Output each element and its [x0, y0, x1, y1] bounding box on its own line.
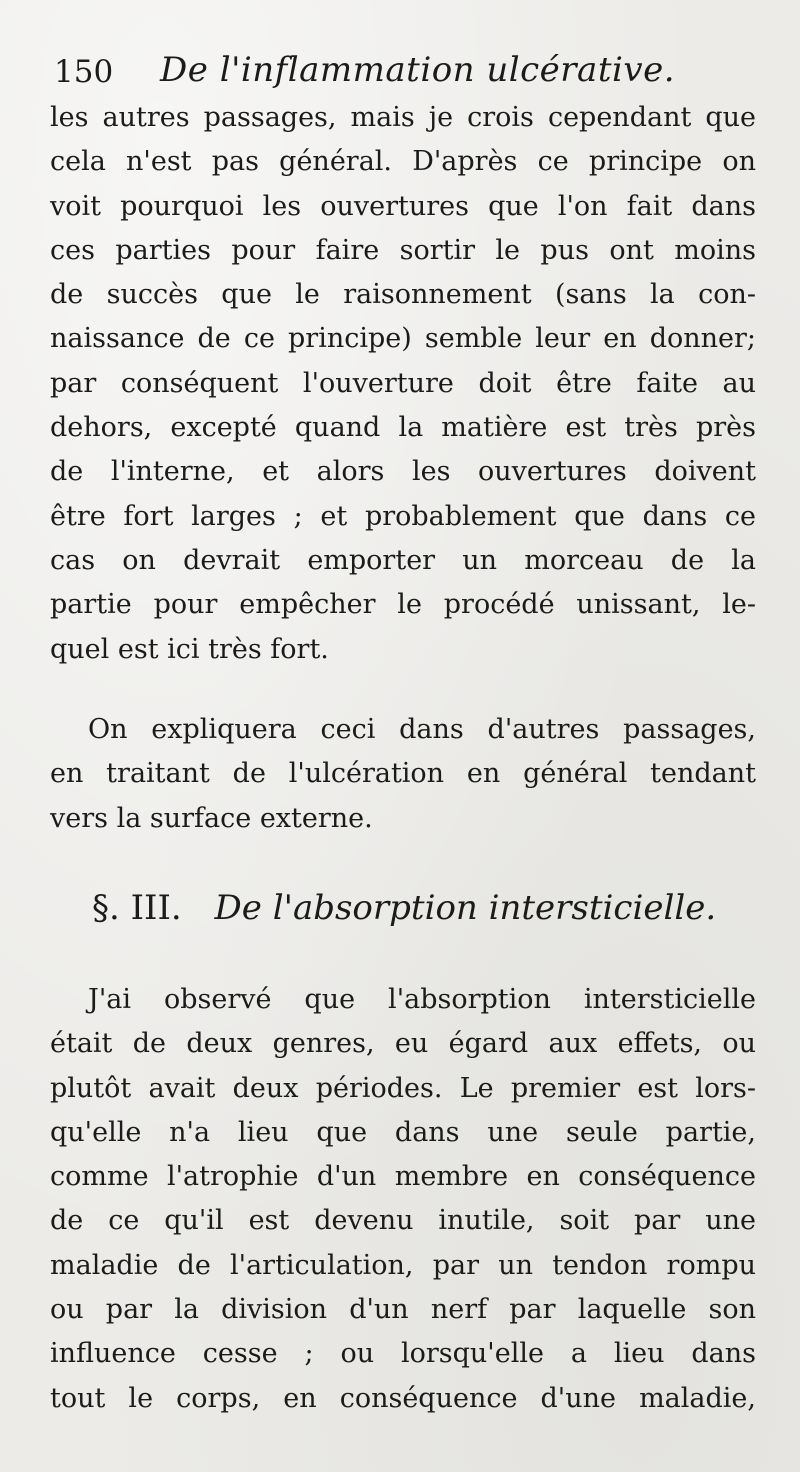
paragraph-absorption [50, 978, 756, 1421]
text-line: de l'interne, et alors les ouvertures doivent [50, 456, 756, 488]
text-line: ou par la division d'un nerf par laquelle son [50, 1294, 756, 1326]
page-number: 150 [54, 54, 114, 90]
text-line: voit pourquoi les ouvertures que l'on fait dans [50, 190, 756, 222]
text-line: de ce qu'il est devenu inutile, soit par une [50, 1205, 756, 1237]
running-title: De l'inflammation ulcérative. [160, 50, 676, 90]
text-line: cas on devrait emporter un morceau de la [50, 544, 756, 576]
text-line: naissance de ce principe) semble leur en donner; [50, 323, 756, 355]
paragraph-continued [50, 96, 756, 672]
text-line: par conséquent l'ouverture doit être faite au [50, 367, 756, 399]
text-line: en traitant de l'ulcération en général tendant [50, 758, 756, 790]
text-line: On expliquera ceci dans d'autres passages, [88, 714, 756, 745]
text-line: qu'elle n'a lieu que dans une seule partie, [50, 1116, 756, 1148]
text-line: quel est ici très fort. [50, 633, 329, 665]
text-line: être fort larges ; et probablement que dans ce [50, 500, 756, 532]
text-line: ces parties pour faire sortir le pus ont moins [50, 234, 756, 266]
text-line: partie pour empêcher le procédé unissant, le- [50, 589, 756, 621]
text-line: vers la surface externe. [50, 802, 373, 834]
text-line: J'ai observé que l'absorption intersticielle [88, 984, 756, 1015]
section-number: §. III. [92, 888, 182, 928]
text-line: était de deux genres, eu égard aux effets, ou [50, 1028, 756, 1060]
text-line: cela n'est pas général. D'après ce principe on [50, 146, 756, 178]
text-line: influence cesse ; ou lorsqu'elle a lieu dans [50, 1338, 756, 1370]
section-heading [92, 884, 732, 932]
text-line: maladie de l'articulation, par un tendon rompu [50, 1249, 756, 1281]
text-line: dehors, excepté quand la matière est très près [50, 412, 756, 444]
text-line: tout le corps, en conséquence d'une maladie, [50, 1382, 756, 1414]
text-line: plutôt avait deux périodes. Le premier est lors- [50, 1072, 756, 1104]
text-line: de succès que le raisonnement (sans la con- [50, 279, 756, 311]
paragraph-on-expliquera [50, 708, 756, 841]
page-header [50, 44, 750, 100]
section-title: De l'absorption intersticielle. [214, 888, 717, 928]
text-line: comme l'atrophie d'un membre en conséquence [50, 1161, 756, 1193]
text-line: les autres passages, mais je crois cependant que [50, 102, 756, 133]
